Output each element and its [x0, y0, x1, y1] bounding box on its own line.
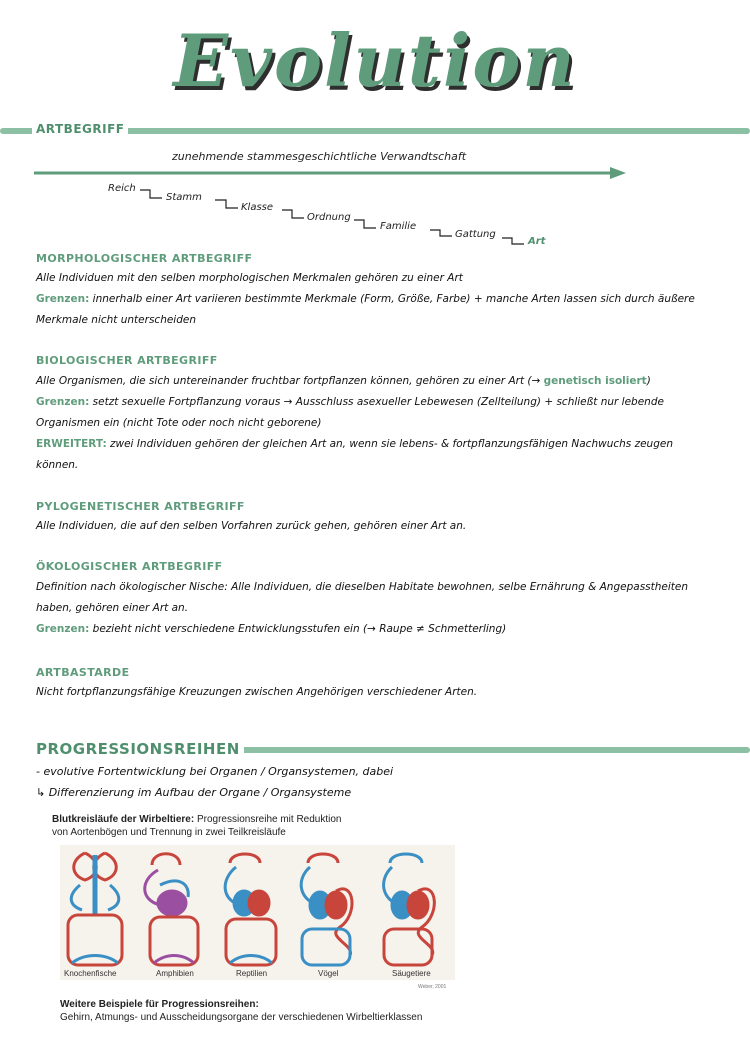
taxon-gattung: Gattung — [455, 229, 496, 240]
morph-grenzen — [36, 289, 706, 331]
text-biologisch — [36, 371, 706, 476]
section-heading-artbegriff: ARTBEGRIFF — [32, 122, 128, 136]
bio-grenzen-label: Grenzen: — [36, 396, 90, 408]
heading-morphologisch: MORPHOLOGISCHER ARTBEGRIFF — [36, 252, 253, 265]
relationship-arrow — [34, 165, 629, 181]
label-voegel: Vögel — [318, 969, 339, 978]
diagram-voegel — [301, 854, 352, 965]
label-saeugetiere: Säugetiere — [392, 969, 431, 978]
more-examples — [60, 998, 422, 1024]
taxon-reich: Reich — [108, 183, 136, 194]
arrow-label: zunehmende stammesgeschichtliche Verwandtschaft — [172, 150, 467, 163]
label-reptilien: Reptilien — [236, 969, 268, 978]
figure-caption-bold: Blutkreisläufe der Wirbeltiere: — [52, 814, 195, 825]
page-title: Evolution — [173, 18, 577, 103]
bio-line1 — [36, 371, 706, 392]
bio-erweitert — [36, 434, 706, 476]
diagram-saeugetiere — [384, 854, 435, 965]
figure-caption-line1 — [52, 813, 341, 826]
figure-credit: Weber, 2001 — [418, 984, 447, 990]
label-knochenfische: Knochenfische — [64, 969, 117, 978]
text-artbastarde: Nicht fortpflanzungsfähige Kreuzungen zwischen Angehörigen verschiedener Arten. — [36, 686, 478, 698]
figure-caption — [52, 813, 341, 839]
figure-caption-line2: von Aortenbögen und Trennung in zwei Teilkreisläufe — [52, 827, 286, 838]
text-phylogenetisch: Alle Individuen, die auf den selben Vorfahren zurück gehen, gehören einer Art an. — [36, 520, 467, 532]
bio-erweitert-text: zwei Individuen gehören der gleichen Art an, wenn sie lebens- & fortpflanzungsfähigen Nachwuchs zeugen können. — [36, 438, 673, 471]
section-heading-progressionsreihen: PROGRESSIONSREIHEN — [32, 740, 244, 758]
taxon-art: Art — [528, 236, 546, 247]
oeko-grenzen — [36, 619, 706, 640]
diagram-reptilien — [225, 854, 276, 965]
heading-oekologisch: ÖKOLOGISCHER ARTBEGRIFF — [36, 560, 223, 573]
bio-erweitert-label: ERWEITERT: — [36, 438, 107, 450]
bio-grenzen — [36, 392, 706, 434]
label-amphibien: Amphibien — [156, 969, 194, 978]
diagram-amphibien — [145, 854, 198, 965]
prog-bullet-1: - evolutive Fortentwicklung bei Organen / Organsystemen, dabei — [36, 765, 394, 778]
bio-line1-green: genetisch isoliert — [543, 375, 647, 387]
morph-grenzen-label: Grenzen: — [36, 293, 90, 305]
heading-phylogenetisch: PYLOGENETISCHER ARTBEGRIFF — [36, 500, 245, 513]
morph-line1: Alle Individuen mit den selben morphologischen Merkmalen gehören zu einer Art — [36, 272, 463, 284]
taxon-ordnung: Ordnung — [307, 212, 351, 223]
oeko-line1: Definition nach ökologischer Nische: Alle Individuen, die dieselben Habitate bewohnen, selbe Ernährung & Angepasstheiten haben, gehören einer Art an. — [36, 581, 689, 614]
morph-grenzen-text: innerhalb einer Art variieren bestimmte Merkmale (Form, Größe, Farbe) + manche Arten lassen sich durch äußere Merkmale nicht unterscheiden — [36, 293, 695, 326]
taxon-familie: Familie — [380, 221, 417, 232]
bio-line1-text: Alle Organismen, die sich untereinander fruchtbar fortpflanzen können, gehören zu einer Art (→ — [36, 375, 541, 387]
heading-artbastarde: ARTBASTARDE — [36, 666, 130, 679]
prog-bullet-2: ↳ Differenzierung im Aufbau der Organe / Organsysteme — [36, 786, 352, 799]
bio-line1-end: ) — [646, 375, 651, 387]
more-examples-heading — [60, 998, 422, 1011]
taxon-klasse: Klasse — [241, 202, 274, 213]
text-oekologisch — [36, 577, 706, 640]
diagram-knochenfische — [68, 853, 122, 965]
more-examples-heading-text: Weitere Beispiele für Progressionsreihen: — [60, 999, 259, 1010]
oeko-grenzen-label: Grenzen: — [36, 623, 90, 635]
circulation-diagrams — [60, 845, 455, 980]
heading-biologisch: BIOLOGISCHER ARTBEGRIFF — [36, 354, 218, 367]
section-line-progressionsreihen — [160, 747, 750, 753]
text-morphologisch — [36, 268, 706, 331]
figure-caption-text: Progressionsreihe mit Reduktion — [196, 814, 342, 825]
bio-grenzen-text: setzt sexuelle Fortpflanzung voraus → Ausschluss asexueller Lebewesen (Zellteilung) + schließt nur lebende Organismen ein (nicht Tote oder noch nicht geborene) — [36, 396, 664, 429]
circulation-figure — [60, 845, 455, 980]
oeko-grenzen-text: bezieht nicht verschiedene Entwicklungsstufen ein (→ Raupe ≠ Schmetterling) — [92, 623, 507, 635]
more-examples-text: Gehirn, Atmungs- und Ausscheidungsorgane der verschiedenen Wirbeltierklassen — [60, 1012, 423, 1023]
taxon-stamm: Stamm — [166, 192, 202, 203]
